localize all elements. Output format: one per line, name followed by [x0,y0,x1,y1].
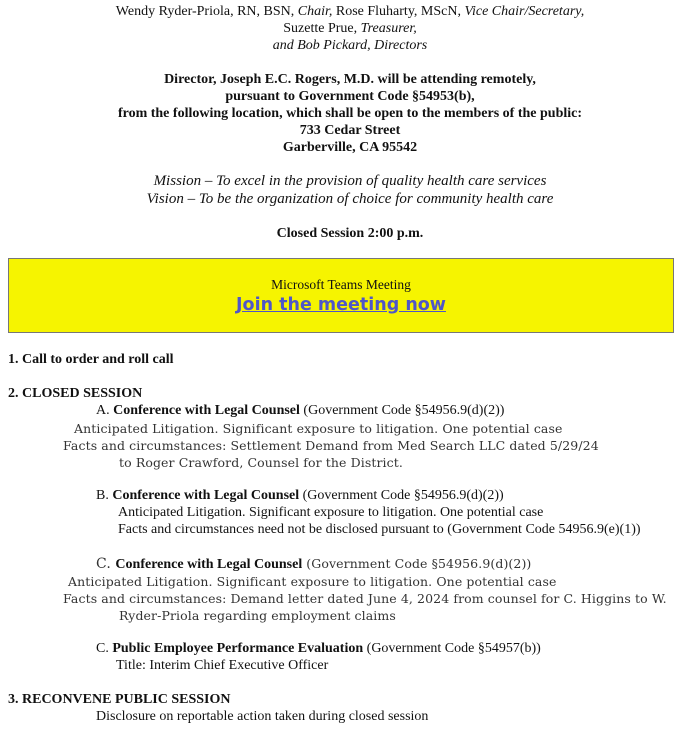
vision-statement: Vision – To be the organization of choice for community health care [146,191,554,207]
agenda-item-2: 2. CLOSED SESSION [8,386,143,401]
agenda-b-code: (Government Code §54956.9(d)(2)) [299,488,504,503]
agenda-c1-code: (Government Code §54956.9(d)(2)) [302,556,532,571]
agenda-a-code: (Government Code §54956.9(d)(2)) [299,403,505,418]
agenda-a-line-2: Facts and circumstances: Settlement Demand from Med Search LLC dated 5/29/24 [63,438,599,453]
agenda-a-line-1: Anticipated Litigation. Significant exposure to litigation. One potential case [74,421,563,436]
agenda-b-line-1: Anticipated Litigation. Significant exposure to litigation. One potential case [118,505,544,520]
remote-address-street: 733 Cedar Street [299,123,401,138]
agenda-c2-line-1: Title: Interim Chief Executive Officer [116,658,329,673]
teams-meeting-title: Microsoft Teams Meeting [271,277,411,292]
agenda-item-3: 3. RECONVENE PUBLIC SESSION [8,692,231,707]
remote-line-1: Director, Joseph E.C. Rogers, M.D. will be attending remotely, [164,72,536,87]
agenda-c2-title: Public Employee Performance Evaluation [112,641,364,656]
remote-line-3: from the following location, which shall be open to the members of the public: [117,106,583,121]
board-members-line [0,4,700,20]
board-treasurer-name: Suzette Prue, [283,21,361,36]
agenda-c1-line-1: Anticipated Litigation. Significant exposure to litigation. One potential case [68,574,557,589]
board-vicechair-role: Vice Chair/Secretary, [464,4,585,19]
agenda-c1-line-2: Facts and circumstances: Demand letter dated June 4, 2024 from counsel for C. Higgins to W. [63,591,667,606]
agenda-item-1: 1. Call to order and roll call [8,352,174,367]
agenda-b-title: Conference with Legal Counsel [112,488,300,503]
agenda-item-3-line: Disclosure on reportable action taken during closed session [96,709,429,724]
agenda-c1-label: C. [96,556,116,572]
agenda-c1-title: Conference with Legal Counsel [115,557,303,572]
agenda-b-heading [96,488,504,504]
agenda-b-line-2: Facts and circumstances need not be disclosed pursuant to (Government Code 54956.9(e)(1)) [118,522,641,537]
board-treasurer-line [0,21,700,37]
agenda-c2-code: (Government Code §54957(b)) [363,641,541,656]
mission-statement: Mission – To excel in the provision of quality health care services [153,173,547,189]
remote-address-city: Garberville, CA 95542 [282,140,418,155]
teams-meeting-banner [8,258,674,333]
agenda-a-title: Conference with Legal Counsel [113,403,300,418]
board-treasurer-role: Treasurer, [360,21,417,36]
agenda-c1-line-3: Ryder-Priola regarding employment claims [119,608,396,623]
agenda-c2-label: C. [96,641,113,656]
agenda-a-line-3: to Roger Crawford, Counsel for the District. [119,455,403,470]
agenda-c1-heading [96,556,531,573]
agenda-a-heading [96,403,504,419]
board-chair-role: Chair, [297,4,333,19]
join-meeting-link[interactable]: Join the meeting now [236,295,446,315]
board-chair-name: Wendy Ryder-Priola, RN, BSN, [115,4,298,19]
board-vicechair-name: Rose Fluharty, MScN, [332,4,465,19]
agenda-a-label: A. [96,403,114,418]
closed-session-time: Closed Session 2:00 p.m. [276,226,424,241]
agenda-c2-heading [96,641,541,657]
agenda-b-label: B. [96,488,113,503]
remote-line-2: pursuant to Government Code §54953(b), [225,89,475,104]
board-directors-line: and Bob Pickard, Directors [272,38,428,53]
